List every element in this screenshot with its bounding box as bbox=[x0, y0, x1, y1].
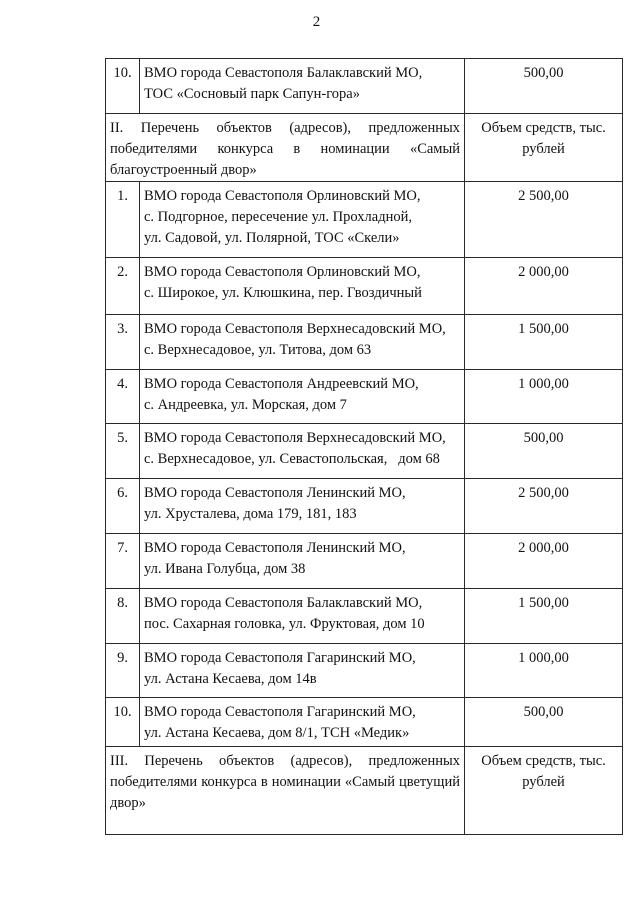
table-row bbox=[106, 59, 623, 114]
row-amount: 500,00 bbox=[465, 698, 623, 747]
row-line: с. Андреевка, ул. Морская, дом 7 bbox=[144, 397, 347, 413]
row-line: ул. Астана Кесаева, дом 14в bbox=[144, 671, 317, 687]
amount-column-header: Объем средств, тыс. рублей bbox=[465, 747, 623, 835]
row-line: ул. Астана Кесаева, дом 8/1, ТСН «Медик» bbox=[144, 725, 410, 741]
row-line: ВМО города Севастополя Ленинский МО, bbox=[144, 485, 406, 501]
table-row bbox=[106, 182, 623, 258]
objects-table bbox=[105, 58, 623, 835]
row-line: ВМО города Севастополя Гагаринский МО, bbox=[144, 650, 416, 666]
row-number: 7. bbox=[106, 534, 140, 589]
row-number: 3. bbox=[106, 315, 140, 370]
row-amount: 500,00 bbox=[465, 59, 623, 114]
row-amount: 1 500,00 bbox=[465, 315, 623, 370]
section-title: III. Перечень объектов (адресов), предложенных победителями конкурса в номинации «Самый цветущий двор» bbox=[106, 747, 465, 835]
row-line: ВМО города Севастополя Балаклавский МО, bbox=[144, 65, 423, 81]
row-amount: 1 500,00 bbox=[465, 589, 623, 644]
row-description bbox=[140, 370, 465, 424]
row-amount: 2 000,00 bbox=[465, 258, 623, 315]
row-amount: 2 500,00 bbox=[465, 182, 623, 258]
row-amount: 1 000,00 bbox=[465, 370, 623, 424]
row-number: 9. bbox=[106, 644, 140, 698]
row-line: с. Подгорное, пересечение ул. Прохладной, bbox=[144, 209, 412, 225]
table-row bbox=[106, 370, 623, 424]
row-line: ул. Ивана Голубца, дом 38 bbox=[144, 561, 306, 577]
row-amount: 500,00 bbox=[465, 424, 623, 479]
row-number: 6. bbox=[106, 479, 140, 534]
row-line: пос. Сахарная головка, ул. Фруктовая, дом 10 bbox=[144, 616, 425, 632]
row-line: с. Верхнесадовое, ул. Титова, дом 63 bbox=[144, 342, 372, 358]
row-line: ВМО города Севастополя Верхнесадовский МО, bbox=[144, 321, 446, 337]
section-title: II. Перечень объектов (адресов), предложенных победителями конкурса в номинации «Самый благоустроенный двор» bbox=[106, 114, 465, 182]
table-row bbox=[106, 315, 623, 370]
table-row bbox=[106, 644, 623, 698]
table-row bbox=[106, 424, 623, 479]
row-number: 10. bbox=[106, 59, 140, 114]
section-header-row bbox=[106, 747, 623, 835]
row-number: 5. bbox=[106, 424, 140, 479]
row-description bbox=[140, 589, 465, 644]
table-row bbox=[106, 589, 623, 644]
row-line: с. Широкое, ул. Клюшкина, пер. Гвоздичный bbox=[144, 285, 422, 301]
page-number: 2 bbox=[312, 14, 321, 30]
row-description bbox=[140, 698, 465, 747]
row-line: ТОС «Сосновый парк Сапун-гора» bbox=[144, 86, 360, 102]
amount-column-header: Объем средств, тыс. рублей bbox=[465, 114, 623, 182]
row-description bbox=[140, 182, 465, 258]
row-line: ул. Садовой, ул. Полярной, ТОС «Скели» bbox=[144, 230, 400, 246]
table-row bbox=[106, 479, 623, 534]
row-description bbox=[140, 59, 465, 114]
row-line: ВМО города Севастополя Верхнесадовский МО, bbox=[144, 430, 446, 446]
row-description bbox=[140, 644, 465, 698]
row-line: ул. Хрусталева, дома 179, 181, 183 bbox=[144, 506, 357, 522]
row-line: ВМО города Севастополя Балаклавский МО, bbox=[144, 595, 423, 611]
row-line: с. Верхнесадовое, ул. Севастопольская, дом 68 bbox=[144, 451, 440, 467]
row-number: 4. bbox=[106, 370, 140, 424]
row-amount: 1 000,00 bbox=[465, 644, 623, 698]
row-number: 1. bbox=[106, 182, 140, 258]
table-row bbox=[106, 698, 623, 747]
row-line: ВМО города Севастополя Ленинский МО, bbox=[144, 540, 406, 556]
row-description bbox=[140, 424, 465, 479]
section-header-row bbox=[106, 114, 623, 182]
table-row bbox=[106, 534, 623, 589]
row-number: 8. bbox=[106, 589, 140, 644]
table-row bbox=[106, 258, 623, 315]
row-number: 10. bbox=[106, 698, 140, 747]
row-description bbox=[140, 534, 465, 589]
row-amount: 2 500,00 bbox=[465, 479, 623, 534]
row-line: ВМО города Севастополя Орлиновский МО, bbox=[144, 264, 421, 280]
row-number: 2. bbox=[106, 258, 140, 315]
row-line: ВМО города Севастополя Андреевский МО, bbox=[144, 376, 419, 392]
row-line: ВМО города Севастополя Гагаринский МО, bbox=[144, 704, 416, 720]
row-description bbox=[140, 479, 465, 534]
row-line: ВМО города Севастополя Орлиновский МО, bbox=[144, 188, 421, 204]
row-description bbox=[140, 258, 465, 315]
row-description bbox=[140, 315, 465, 370]
row-amount: 2 000,00 bbox=[465, 534, 623, 589]
